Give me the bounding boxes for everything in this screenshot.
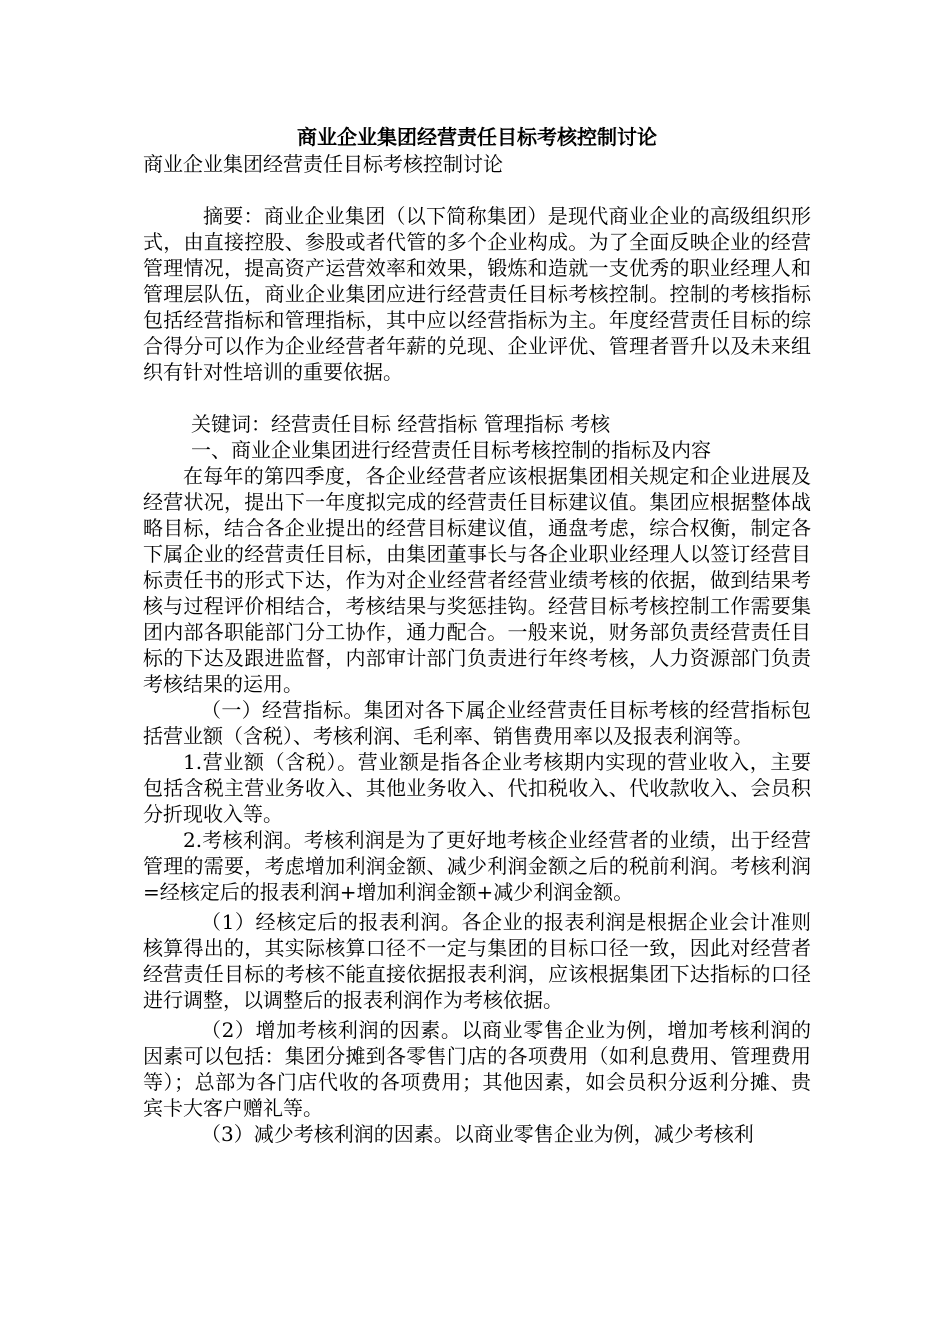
section-body-paragraph: 在每年的第四季度，各企业经营者应该根据集团相关规定和企业进展及经营状况，提出下一年度拟完成的经营责任目标建议值。集团应根据整体战略目标，结合各企业提出的经营目标建议值，通盘考虑，综合权衡，制定各下属企业的经营责任目标，由集团董事长与各企业职业经理人以签订经营目标责任书的形式下达，作为对企业经营者经营业绩考核的依据，做到结果考核与过程评价相结合，考核结果与奖惩挂钩。经营目标考核控制工作需要集团内部各职能部门分工协作，通力配合。一般来说，财务部负责经营责任目标的下达及跟进监督，内部审计部门负责进行年终考核，人力资源部门负责考核结果的运用。: [143, 464, 811, 696]
item-paragraph-decrease-factors: （3）减少考核利润的因素。以商业零售企业为例，减少考核利: [201, 1122, 754, 1146]
document-title: 商业企业集团经营责任目标考核控制讨论: [297, 125, 657, 149]
item-paragraph-revenue: 1.营业额（含税）。营业额是指各企业考核期内实现的营业收入，主要包括含税主营业务收入、其他业务收入、代扣税收入、代收款收入、会员积分折现收入等。: [143, 750, 811, 826]
abstract-paragraph: 摘要：商业企业集团（以下简称集团）是现代商业企业的高级组织形式，由直接控股、参股或者代管的多个企业构成。为了全面反映企业的经营管理情况，提高资产运营效率和效果，锻炼和造就一支优秀的职业经理人和管理层队伍，商业企业集团应进行经营责任目标考核控制。控制的考核指标包括经营指标和管理指标，其中应以经营指标为主。年度经营责任目标的综合得分可以作为企业经营者年薪的兑现、企业评优、管理者晋升以及未来组织有针对性培训的重要依据。: [143, 204, 811, 384]
item-paragraph-adjusted-profit: （1）经核定后的报表利润。各企业的报表利润是根据企业会计准则核算得出的，其实际核算口径不一定与集团的目标口径一致，因此对经营者经营责任目标的考核不能直接依据报表利润，应该根据集团下达指标的口径进行调整，以调整后的报表利润作为考核依据。: [143, 910, 811, 1012]
document-subtitle: 商业企业集团经营责任目标考核控制讨论: [143, 152, 503, 176]
item-paragraph-increase-factors: （2）增加考核利润的因素。以商业零售企业为例，增加考核利润的因素可以包括：集团分摊到各零售门店的各项费用（如利息费用、管理费用等）；总部为各门店代收的各项费用；其他因素，如会员积分返利分摊、贵宾卡大客户赠礼等。: [143, 1018, 811, 1120]
item-paragraph-profit: 2.考核利润。考核利润是为了更好地考核企业经营者的业绩，出于经营管理的需要，考虑增加利润金额、减少利润金额之后的税前利润。考核利润=经核定后的报表利润+增加利润金额+减少利润金额。: [143, 828, 811, 904]
subsection-paragraph: （一）经营指标。集团对各下属企业经营责任目标考核的经营指标包括营业额（含税）、考核利润、毛利率、销售费用率以及报表利润等。: [143, 698, 811, 748]
section-heading: 一、商业企业集团进行经营责任目标考核控制的指标及内容: [191, 438, 711, 462]
keywords-line: 关键词：经营责任目标 经营指标 管理指标 考核: [191, 412, 611, 436]
document-body: [143, 123, 811, 1147]
